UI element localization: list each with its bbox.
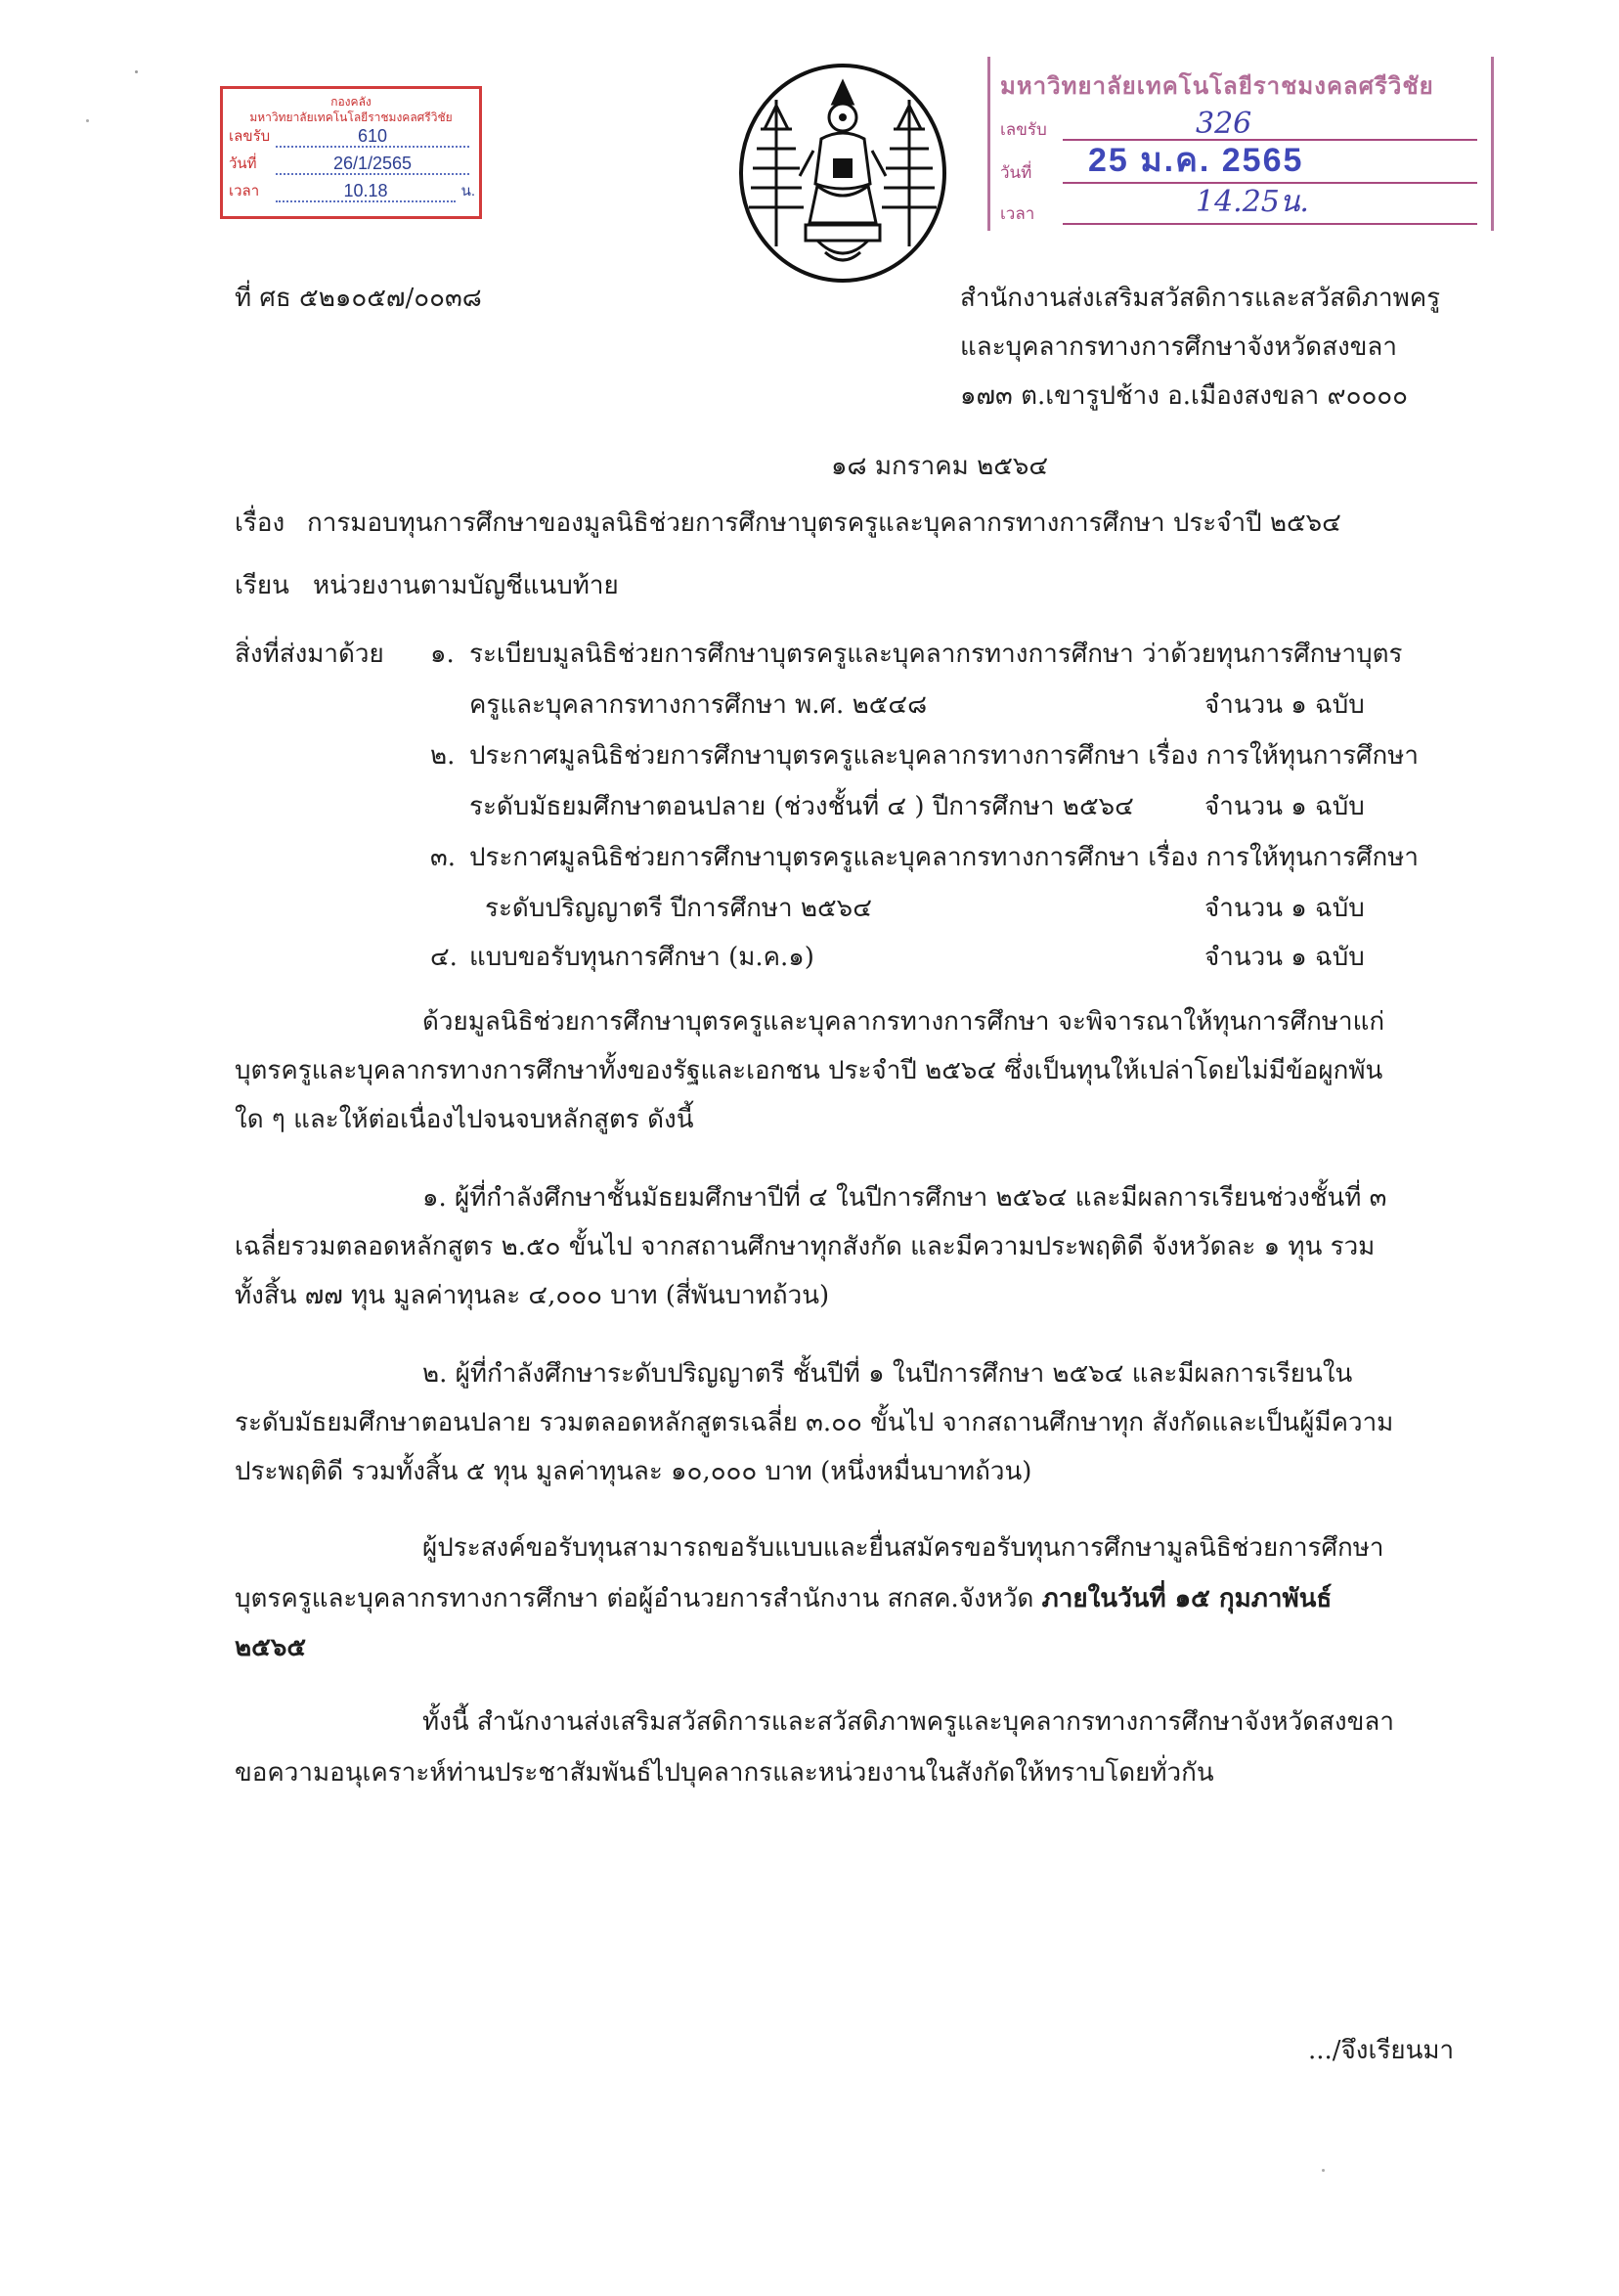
agency-emblem bbox=[735, 61, 950, 286]
enclosure-2-qty: จำนวน ๑ ฉบับ bbox=[1204, 792, 1365, 821]
stamp-u-time-label: เวลา bbox=[1000, 204, 1035, 223]
stamp-u-date-label: วันที่ bbox=[1000, 163, 1032, 182]
enclosure-3-line1: ประกาศมูลนิธิช่วยการศึกษาบุตรครูและบุคลากรทางการศึกษา เรื่อง การให้ทุนการศึกษา bbox=[469, 843, 1420, 872]
enclosure-3-qty: จำนวน ๑ ฉบับ bbox=[1204, 894, 1365, 923]
stamp-university-name: มหาวิทยาลัยเทคโนโลยีราชมงคลศรีวิชัย bbox=[1000, 73, 1434, 100]
stamp-time-unit: น. bbox=[460, 183, 475, 199]
para3-line1: ทั้งนี้ สำนักงานส่งเสริมสวัสดิการและสวัสดิภาพครูและบุคลากรทางการศึกษาจังหวัดสงขลา bbox=[422, 1707, 1394, 1737]
enclosure-2-line1: ประกาศมูลนิธิช่วยการศึกษาบุตรครูและบุคลากรทางการศึกษา เรื่อง การให้ทุนการศึกษา bbox=[469, 741, 1420, 771]
reference-number: ที่ ศธ ๕๒๑๐๕๗/๐๐๓๘ bbox=[235, 284, 482, 313]
stamp-u-time: 14.25น. bbox=[1196, 185, 1309, 219]
enclosure-1-line2: ครูและบุคลากรทางการศึกษา พ.ศ. ๒๕๔๘ bbox=[469, 690, 928, 720]
scan-speck bbox=[1322, 2169, 1325, 2172]
stamp-org-line2: มหาวิทยาลัยเทคโนโลยีราชมงคลศรีวิชัย bbox=[249, 110, 453, 124]
letter-date: ๑๘ มกราคม ๒๕๖๔ bbox=[831, 452, 1049, 481]
stamp-u-received-label: เลขรับ bbox=[1000, 120, 1047, 139]
deadline-text: ภายในวันที่ ๑๕ กุมภาพันธ์ bbox=[1041, 1584, 1333, 1613]
subject-label: เรื่อง bbox=[235, 508, 285, 538]
enclosure-2-line2: ระดับมัธยมศึกษาตอนปลาย (ช่วงชั้นที่ ๔ ) ปีการศึกษา ๒๕๖๔ bbox=[469, 792, 1134, 821]
deadline-year: ๒๕๖๕ bbox=[235, 1633, 306, 1662]
enclosure-4-qty: จำนวน ๑ ฉบับ bbox=[1204, 943, 1365, 972]
to-label: เรียน bbox=[235, 571, 289, 600]
item2-line3: ประพฤติดี รวมทั้งสิ้น ๕ ทุน มูลค่าทุนละ ๑๐,๐๐๐ บาท (หนึ่งหมื่นบาทถ้วน) bbox=[235, 1457, 1032, 1486]
stamp-u-date: 25 ม.ค. 2565 bbox=[1088, 142, 1304, 179]
stamp-date-label: วันที่ bbox=[229, 155, 257, 172]
sender-line-2: และบุคลากรทางการศึกษาจังหวัดสงขลา bbox=[960, 332, 1397, 362]
para2-line2 bbox=[235, 1578, 1332, 1618]
stamp-received-label: เลขรับ bbox=[229, 128, 271, 145]
para2-line1: ผู้ประสงค์ขอรับทุนสามารถขอรับแบบและยื่นสมัครขอรับทุนการศึกษามูลนิธิช่วยการศึกษา bbox=[422, 1533, 1384, 1563]
stamp-u-received-no: 326 bbox=[1196, 107, 1252, 141]
stamp-org-line1: กองคลัง bbox=[330, 95, 372, 109]
item1-line2: เฉลี่ยรวมตลอดหลักสูตร ๒.๕๐ ขั้นไป จากสถานศึกษาทุกสังกัด และมีความประพฤติดี จังหวัดละ ๑ ทุน รวม bbox=[235, 1232, 1376, 1261]
stamp-time: 10.18 bbox=[276, 181, 456, 202]
para1-line2: บุตรครูและบุคลากรทางการศึกษาทั้งของรัฐและเอกชน ประจำปี ๒๕๖๔ ซึ่งเป็นทุนให้เปล่าโดยไม่มีข้อผูกพัน bbox=[235, 1056, 1383, 1085]
stamp-received-row bbox=[229, 128, 469, 150]
para1-line1: ด้วยมูลนิธิช่วยการศึกษาบุตรครูและบุคลากรทางการศึกษา จะพิจารณาให้ทุนการศึกษาแก่ bbox=[422, 1007, 1385, 1037]
item1-line3: ทั้งสิ้น ๗๗ ทุน มูลค่าทุนละ ๔,๐๐๐ บาท (สี่พันบาทถ้วน) bbox=[235, 1281, 830, 1310]
stamp-date-row bbox=[229, 155, 469, 177]
enclosure-3-line2: ระดับปริญญาตรี ปีการศึกษา ๒๕๖๔ bbox=[485, 894, 872, 923]
para1-line3: ใด ๆ และให้ต่อเนื่องไปจนจบหลักสูตร ดังนี้ bbox=[235, 1105, 694, 1134]
para2-line2-text: บุตรครูและบุคลากรทางการศึกษา ต่อผู้อำนวยการสำนักงาน สกสค.จังหวัด bbox=[235, 1584, 1042, 1613]
enclosure-4-no: ๔. bbox=[430, 943, 458, 972]
to-text: หน่วยงานตามบัญชีแนบท้าย bbox=[313, 571, 619, 600]
enclosure-1-qty: จำนวน ๑ ฉบับ bbox=[1204, 690, 1365, 720]
stamp-time-row bbox=[229, 181, 475, 204]
stamp-u-time-row bbox=[1000, 185, 1477, 229]
sender-line-3: ๑๗๓ ต.เขารูปช้าง อ.เมืองสงขลา ๙๐๐๐๐ bbox=[960, 381, 1409, 411]
scan-speck bbox=[86, 119, 89, 122]
enclosure-1-no: ๑. bbox=[430, 640, 455, 669]
stamp-time-label: เวลา bbox=[229, 183, 260, 199]
sender-line-1: สำนักงานส่งเสริมสวัสดิการและสวัสดิภาพครู bbox=[960, 284, 1441, 313]
scan-speck bbox=[135, 70, 138, 73]
item1-line1: ๑. ผู้ที่กำลังศึกษาชั้นมัธยมศึกษาปีที่ ๔ ในปีการศึกษา ๒๕๖๔ และมีผลการเรียนช่วงชั้นที่ ๓ bbox=[422, 1183, 1387, 1213]
item2-line1: ๒. ผู้ที่กำลังศึกษาระดับปริญญาตรี ชั้นปีที่ ๑ ในปีการศึกษา ๒๕๖๔ และมีผลการเรียนใน bbox=[422, 1359, 1353, 1389]
enclosure-4-line1: แบบขอรับทุนการศึกษา (ม.ค.๑) bbox=[469, 943, 814, 972]
receipt-stamp-university bbox=[987, 57, 1494, 231]
subject-text: การมอบทุนการศึกษาของมูลนิธิช่วยการศึกษาบุตรครูและบุคลากรทางการศึกษา ประจำปี ๒๕๖๔ bbox=[307, 508, 1341, 538]
stamp-received-no: 610 bbox=[276, 126, 469, 148]
para2-line3 bbox=[235, 1627, 306, 1667]
continuation-marker: .../จึงเรียนมา bbox=[1308, 2036, 1455, 2065]
para3-line2: ขอความอนุเคราะห์ท่านประชาสัมพันธ์ไปบุคลากรและหน่วยงานในสังกัดให้ทราบโดยทั่วกัน bbox=[235, 1758, 1214, 1788]
stamp-date: 26/1/2565 bbox=[276, 154, 469, 175]
enclosure-1-line1: ระเบียบมูลนิธิช่วยการศึกษาบุตรครูและบุคลากรทางการศึกษา ว่าด้วยทุนการศึกษาบุตร bbox=[469, 640, 1403, 669]
receipt-stamp-finance bbox=[220, 86, 482, 219]
enclosure-2-no: ๒. bbox=[430, 741, 456, 771]
enclosure-3-no: ๓. bbox=[430, 843, 457, 872]
deity-emblem-icon bbox=[735, 61, 950, 286]
enclosures-label: สิ่งที่ส่งมาด้วย bbox=[235, 640, 384, 669]
item2-line2: ระดับมัธยมศึกษาตอนปลาย รวมตลอดหลักสูตรเฉลี่ย ๓.๐๐ ขั้นไป จากสถานศึกษาทุก สังกัดและเป็นผู้มีความ bbox=[235, 1408, 1394, 1437]
